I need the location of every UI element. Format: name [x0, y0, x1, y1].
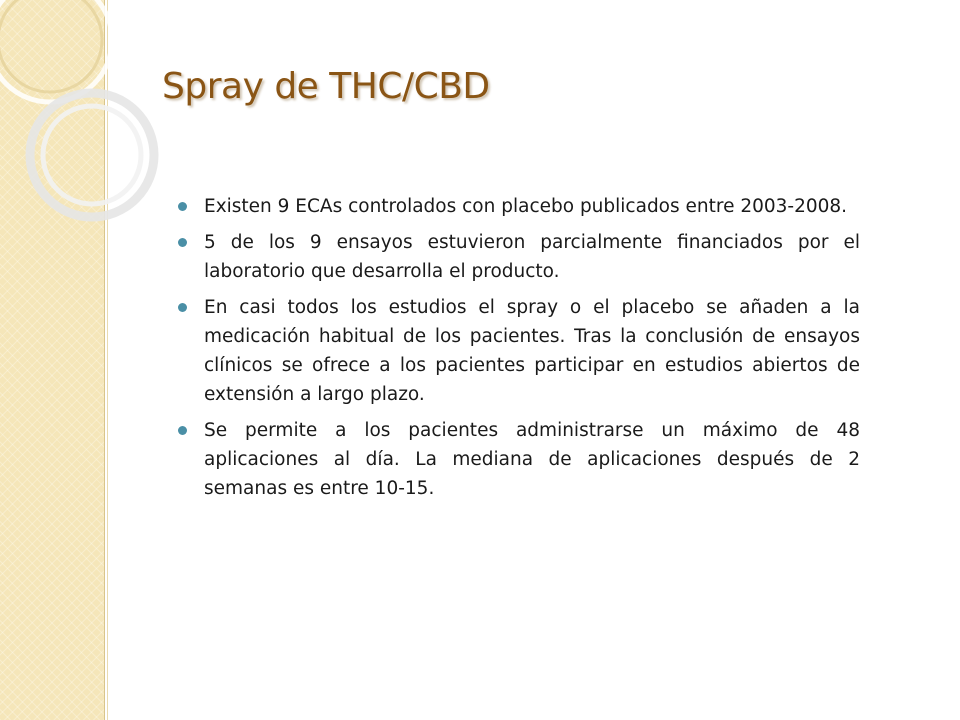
- bullet-item: [178, 192, 860, 221]
- bullet-icon: [178, 238, 187, 247]
- bullet-text: Se permite a los pacientes administrarse un máximo de 48 aplicaciones al día. La mediana de aplicaciones después de 2 semanas es entre 10-15.: [204, 420, 860, 499]
- bullet-item: [178, 228, 860, 286]
- bullet-icon: [178, 426, 187, 435]
- bullet-text: En casi todos los estudios el spray o el placebo se añaden a la medicación habitual de los pacientes. Tras la conclusión de ensayos clínicos se ofrece a los pacientes participar en estudios abiertos de extensión a largo plazo.: [204, 297, 860, 405]
- bullet-icon: [178, 303, 187, 312]
- bullet-text: 5 de los 9 ensayos estuvieron parcialmente financiados por el laboratorio que desarrolla el producto.: [204, 232, 860, 282]
- slide-title: Spray de THC/CBD: [162, 66, 490, 107]
- bullet-icon: [178, 202, 187, 211]
- bullet-list: [178, 192, 860, 510]
- bullet-item: [178, 293, 860, 409]
- bullet-item: [178, 416, 860, 503]
- bullet-text: Existen 9 ECAs controlados con placebo publicados entre 2003-2008.: [204, 196, 848, 217]
